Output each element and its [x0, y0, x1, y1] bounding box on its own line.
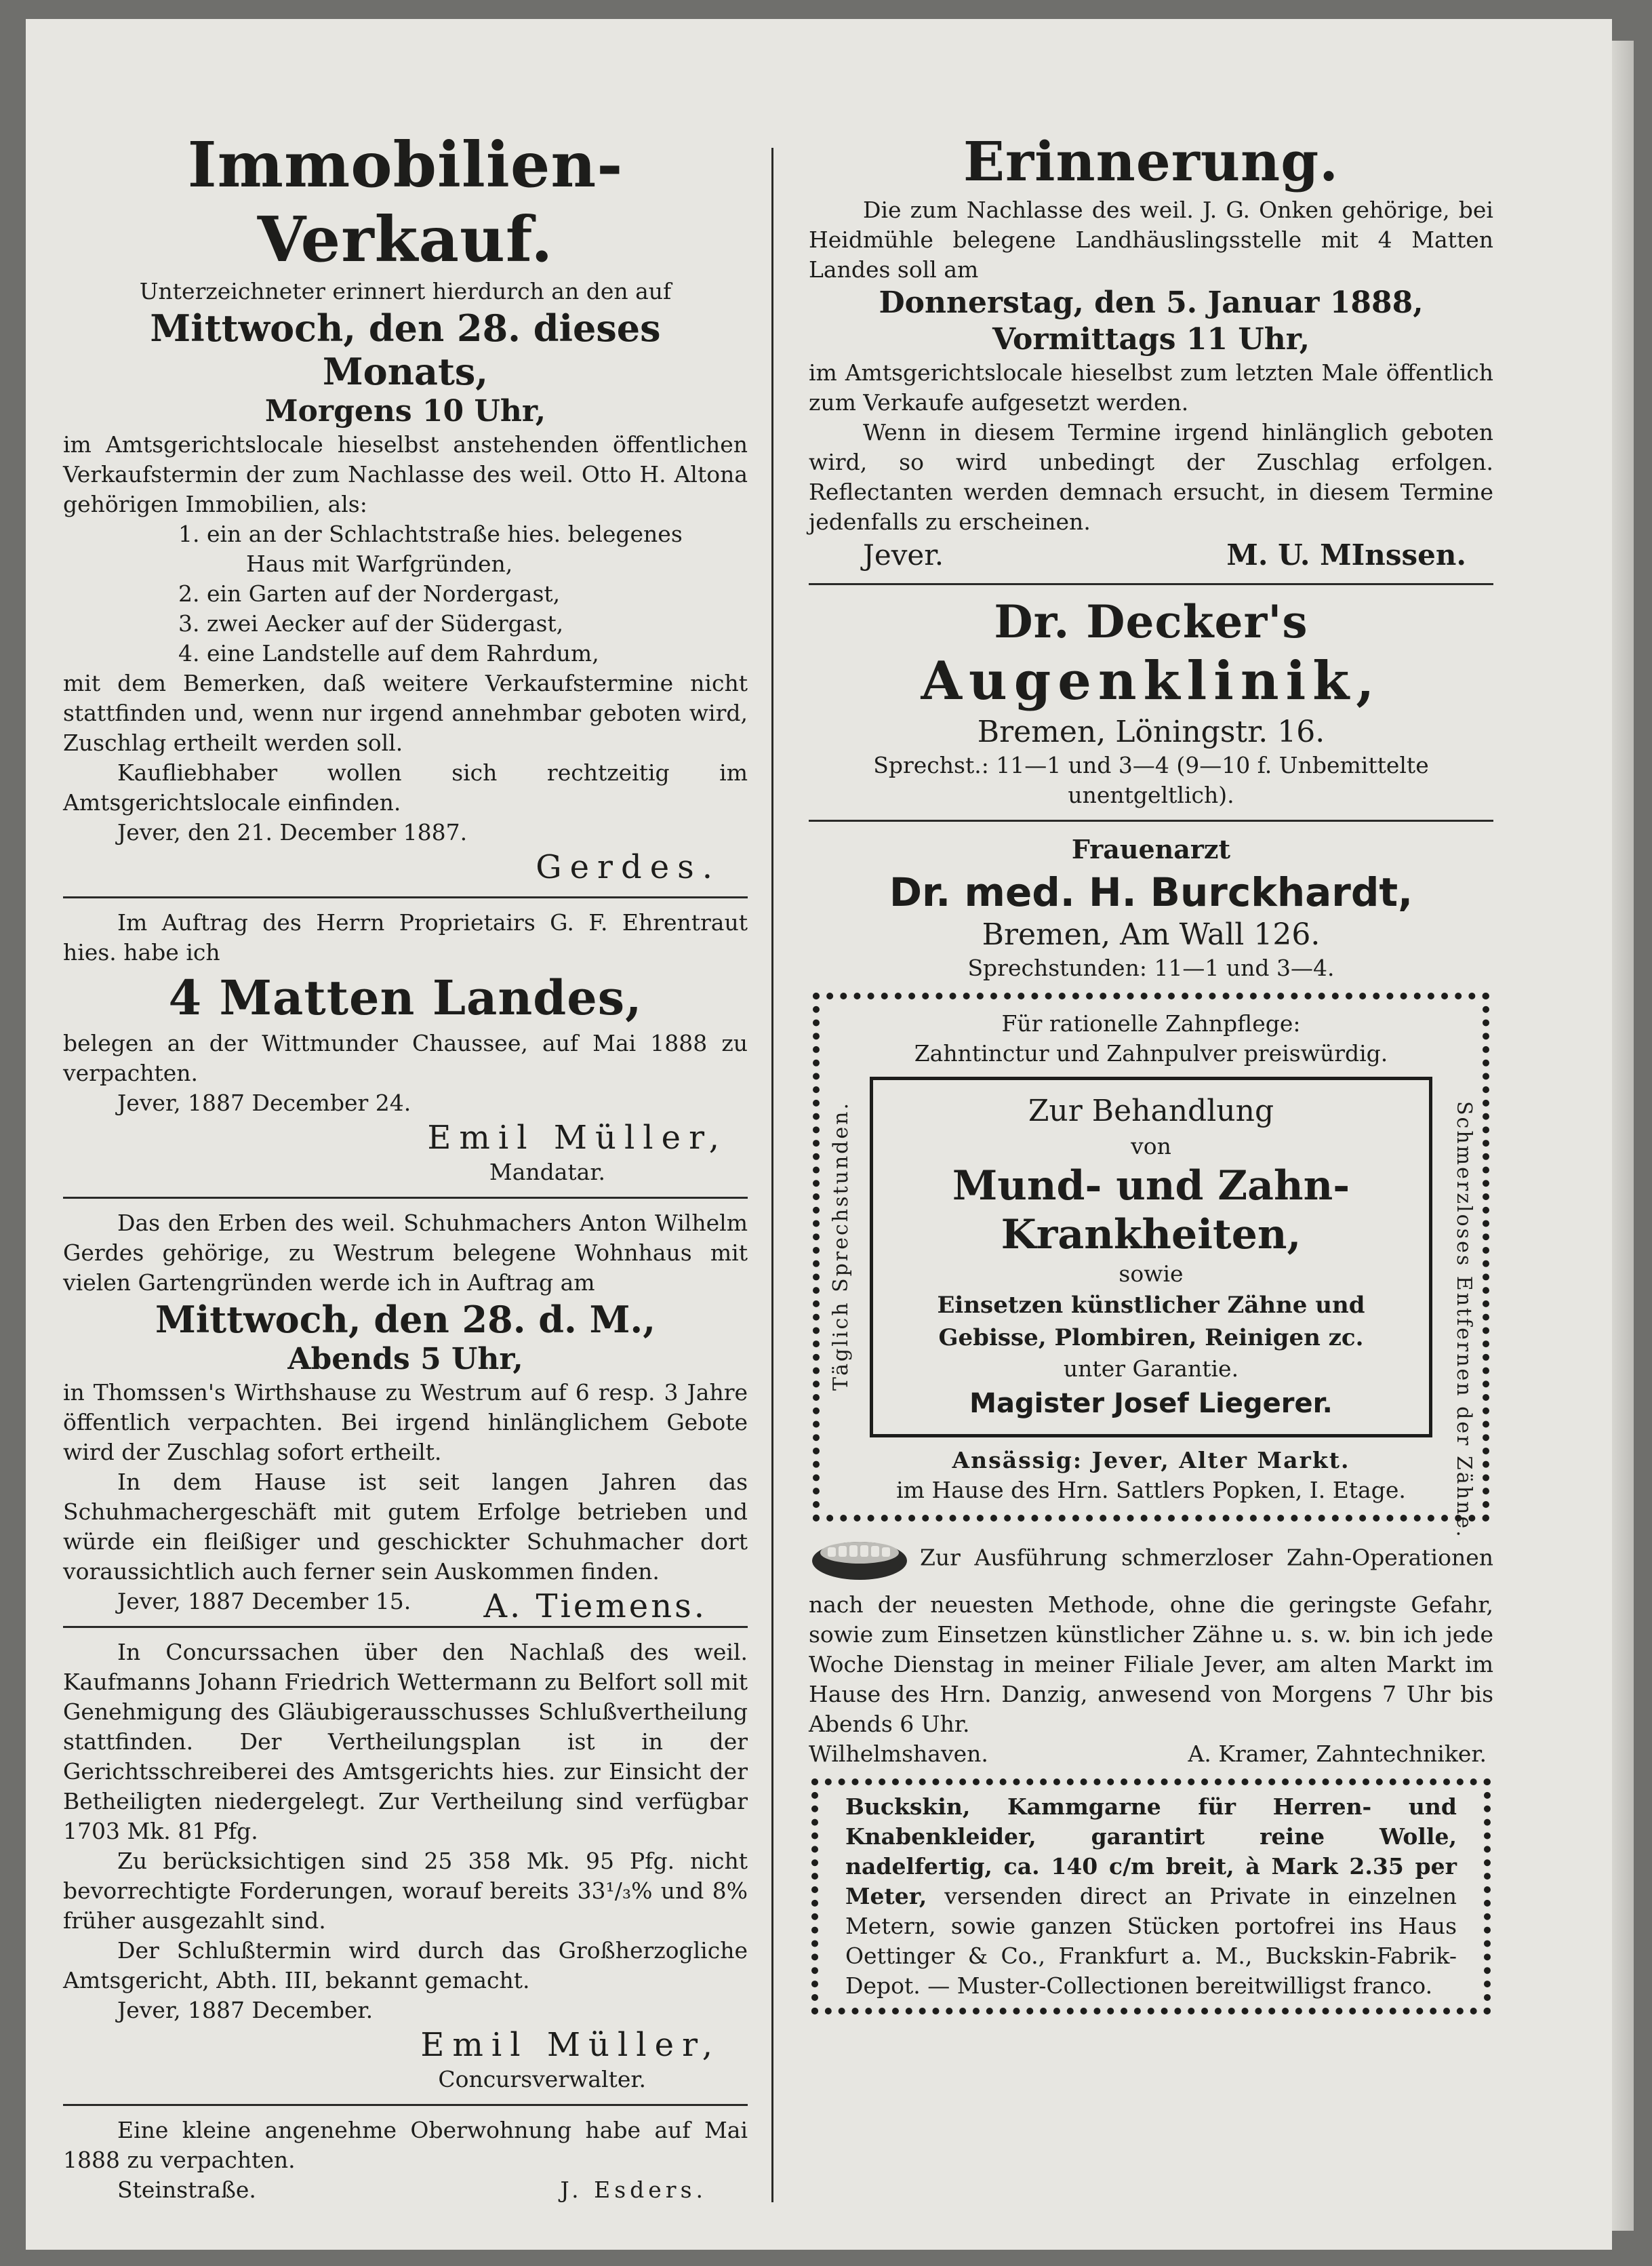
inner-line: sowie — [1119, 1260, 1184, 1287]
ad-text: Das den Erben des weil. Schuhmachers Anton Wilhelm Gerdes gehörige, zu Westrum belegene Wohnhaus mit vielen Gartengründen werde ich in Auftrag am — [63, 1210, 748, 1296]
ad-kramer — [809, 1528, 1493, 1769]
ad-zahnpflege-box — [813, 993, 1489, 1539]
side-text-right: Schmerzloses Entfernen der Zähne. — [1452, 1101, 1476, 1539]
ad-line: Für rationelle Zahnpflege: — [1001, 1010, 1301, 1037]
inner-name: Magister Josef Liegerer. — [969, 1388, 1333, 1419]
ad-text-3: Wenn in diesem Termine irgend hinlänglich geboten wird, so wird unbedingt der Zuschlag erfolgen. Reflectanten werden demnach ersucht, in diesem Termine jedenfalls zu erscheinen. — [809, 419, 1493, 535]
ad-place-date: Jever, 1887 December. — [117, 1997, 374, 2023]
right-column — [809, 19, 1493, 2014]
ad-text-2: in Thomssen's Wirthshause zu Westrum auf 6 resp. 3 Jahre öffentlich verpachten. Bei irgend hinlänglichem Gebote wird der Zuschlag sofort ertheilt. — [63, 1379, 748, 1465]
list-item: 3. zwei Aecker auf der Südergast, — [178, 610, 564, 637]
ad-signature: A. Tiemens. — [483, 1587, 707, 1625]
ad-text-content: Zur Ausführung schmerzloser Zahn-Operationen nach der neuesten Methode, ohne die geringste Gefahr, sowie zum Einsetzen künstlicher Zähne u. s. w. bin ich jede Woche Dienstag in meiner Filiale Jever, am alten Markt im Hause des Hrn. Danzig, anwesend von Morgens 7 Uhr bis Abends 6 Uhr. — [809, 1544, 1493, 1737]
divider — [809, 583, 1493, 585]
column-divider — [771, 148, 773, 2202]
ad-text-3: Der Schlußtermin wird durch das Großherzogliche Amtsgericht, Abth. III, bekannt gemacht. — [63, 1937, 748, 1993]
ad-text: In Concurssachen über den Nachlaß des weil. Kaufmanns Johann Friedrich Wettermann zu Belfort soll mit Genehmigung des Gläubigerausschusses Schlußvertheilung stattfinden. Der Vertheilungsplan ist in der Gerichtsschreiberei des Amtsgerichts hies. zur Einsicht der Betheiligten niedergelegt. Zur Vertheilung sind verfügbar 1703 Mk. 81 Pfg. — [63, 1639, 748, 1844]
ad-text-2: Zu berücksichtigen sind 25 358 Mk. 95 Pfg. nicht bevorrechtigte Forderungen, worauf bereits 33¹/₃% und 8% früher ausgezahlt sind. — [63, 1848, 748, 1934]
ad-text: im Amtsgerichtslocale hieselbst anstehenden öffentlichen Verkaufstermin der zum Nachlasse des weil. Otto H. Altona gehörigen Immobilien, als: — [63, 431, 748, 517]
inner-line: von — [1131, 1133, 1171, 1159]
ad-frauenarzt — [809, 831, 1493, 983]
inner-line: unter Garantie. — [1063, 1355, 1239, 1382]
ad-oberwohnung — [63, 2115, 748, 2205]
ad-wohnhaus-westrum — [63, 1208, 748, 1625]
denture-icon — [809, 1528, 910, 1590]
ad-text: Eine kleine angenehme Oberwohnung habe auf Mai 1888 zu verpachten. — [63, 2117, 748, 2173]
ad-subtitle: Augenklinik, — [921, 650, 1382, 712]
ad-title: 4 Matten Landes, — [168, 970, 643, 1026]
inner-services: Einsetzen künstlicher Zähne und Gebisse, Plombiren, Reinigen zc. — [937, 1292, 1365, 1351]
list-item: 2. ein Garten auf der Nordergast, — [178, 580, 561, 607]
ad-title: Erinnerung. — [963, 130, 1339, 193]
ad-time: Morgens 10 Uhr, — [264, 394, 546, 429]
ad-place-date: Jever, 1887 December 15. — [117, 1588, 411, 1614]
ad-city: Wilhelmshaven. — [809, 1741, 988, 1767]
divider — [63, 1626, 748, 1628]
divider — [63, 2104, 748, 2106]
ad-resident: Ansässig: Jever, Alter Markt. — [952, 1447, 1350, 1473]
list-item: 1. ein an der Schlachtstraße hies. belegenes — [178, 521, 683, 547]
newspaper-page — [26, 19, 1612, 2250]
ad-text: belegen an der Wittmunder Chaussee, auf Mai 1888 zu verpachten. — [63, 1030, 748, 1086]
ad-invite: Kaufliebhaber wollen sich rechtzeitig im Amtsgerichtslocale einfinden. — [63, 759, 748, 816]
ad-place-date: Jever, den 21. December 1887. — [117, 819, 468, 846]
ad-intro: Im Auftrag des Herrn Proprietairs G. F. Ehrentraut hies. habe ich — [63, 909, 748, 966]
ad-place: Jever. — [863, 538, 944, 572]
ad-text-bold: Buckskin, Kammgarne für Herren- und Knabenkleider, garantirt reine Wolle, nadelfertig, ca. 140 c/m breit, à Mark 2.35 per Meter, — [845, 1793, 1457, 1909]
ad-house: im Hause des Hrn. Sattlers Popken, I. Etage. — [896, 1477, 1406, 1503]
ad-augenklinik — [809, 595, 1493, 810]
ad-text-2: im Amtsgerichtslocale hieselbst zum letzten Male öffentlich zum Verkaufe aufgesetzt werden. — [809, 359, 1493, 416]
ad-immobilien-verkauf — [63, 127, 748, 887]
ad-intro: Unterzeichneter erinnert hierdurch an den auf — [139, 278, 672, 304]
ad-title: Immobilien-Verkauf. — [187, 128, 624, 276]
side-text-left: Täglich Sprechstunden. — [829, 1101, 853, 1391]
ad-title: Dr. Decker's — [994, 595, 1308, 648]
ad-role: Mandatar. — [489, 1159, 605, 1185]
ad-signature: Gerdes. — [536, 848, 721, 886]
ad-erinnerung — [809, 127, 1493, 574]
ad-place-date: Jever, 1887 December 24. — [117, 1090, 411, 1116]
left-column — [63, 19, 748, 2205]
inner-line: Zur Behandlung — [1028, 1094, 1274, 1128]
ad-signature: Emil Müller, — [427, 1119, 727, 1157]
ad-text-rest: versenden direct an Private in einzelnen Metern, sowie ganzen Stücken portofrei ins Haus Oettinger & Co., Frankfurt a. M., Buckskin-Fabrik-Depot. — Muster-Collectionen bereitwilligst franco. — [845, 1883, 1457, 1999]
list-item: Haus mit Warfgründen, — [246, 551, 513, 577]
ad-role: Concursverwalter. — [438, 2066, 646, 2092]
divider — [63, 1197, 748, 1199]
ad-line: Zahntinctur und Zahnpulver preiswürdig. — [914, 1040, 1388, 1067]
divider — [63, 896, 748, 898]
ad-hours: Sprechstunden: 11—1 und 3—4. — [967, 955, 1335, 981]
divider — [809, 820, 1493, 822]
ad-text — [845, 1792, 1457, 2001]
ad-signature: Emil Müller, — [420, 2026, 721, 2064]
ad-text: Die zum Nachlasse des weil. J. G. Onken gehörige, bei Heidmühle belegene Landhäuslingsstelle mit 4 Matten Landes soll am — [809, 197, 1493, 283]
ad-address: Bremen, Am Wall 126. — [982, 917, 1321, 952]
ad-name: Dr. med. H. Burckhardt, — [889, 869, 1413, 915]
ad-concurssache — [63, 1637, 748, 2094]
ad-signature: A. Kramer, Zahntechniker. — [1188, 1741, 1487, 1767]
ad-address: Bremen, Löningstr. 16. — [977, 715, 1325, 749]
ad-text — [809, 1528, 1493, 1739]
ad-signature: J. Esders. — [560, 2176, 707, 2203]
ad-signature: M. U. MInssen. — [1226, 538, 1466, 572]
ad-date: Mittwoch, den 28. dieses Monats, — [150, 306, 661, 393]
inner-heading: Mund- und Zahn- — [952, 1162, 1350, 1210]
ad-buckskin-box — [811, 1778, 1491, 2014]
ad-text-3: In dem Hause ist seit langen Jahren das Schuhmachergeschäft mit gutem Erfolge betrieben und würde ein fleißiger und geschickter Schuhmacher dort voraussichtlich auch ferner sein Auskommen finden. — [63, 1469, 748, 1585]
list-item: 4. eine Landstelle auf dem Rahrdum, — [178, 640, 599, 667]
ad-time: Abends 5 Uhr, — [287, 1342, 523, 1376]
ad-date: Mittwoch, den 28. d. M., — [155, 1298, 656, 1341]
ad-label: Frauenarzt — [1071, 834, 1231, 864]
ad-hours: Sprechst.: 11—1 und 3—4 (9—10 f. Unbemittelte unentgeltlich). — [873, 752, 1429, 808]
ad-remark: mit dem Bemerken, daß weitere Verkaufstermine nicht stattfinden und, wenn nur irgend annehmbar geboten wird, Zuschlag ertheilt werden soll. — [63, 670, 748, 756]
inner-box — [870, 1077, 1432, 1437]
inner-heading: Krankheiten, — [1001, 1211, 1302, 1258]
ad-date: Donnerstag, den 5. Januar 1888, — [879, 285, 1424, 320]
ad-street: Steinstraße. — [117, 2176, 256, 2203]
ad-matten-landes — [63, 908, 748, 1187]
ad-time: Vormittags 11 Uhr, — [992, 322, 1310, 357]
